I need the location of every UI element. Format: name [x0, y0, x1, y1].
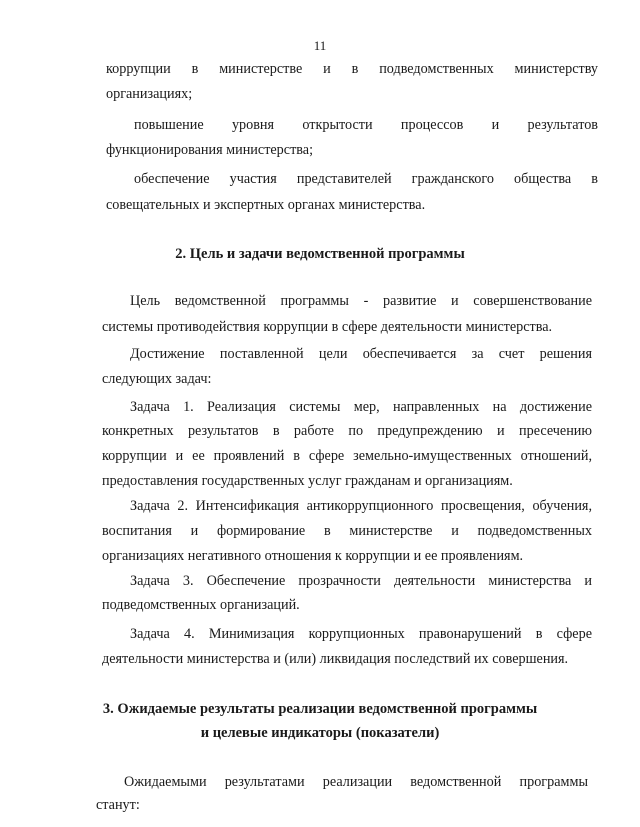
intro-line-2: организациях; — [106, 86, 193, 102]
section-2-line-12: Задача 3. Обеспечение прозрачности деятельности министерства и — [130, 573, 592, 589]
section-2-line-1: Цель ведомственной программы - развитие и совершенствование — [130, 293, 592, 309]
section-3-heading-line-2: и целевые индикаторы (показатели) — [200, 725, 440, 741]
section-2-line-8: предоставления государственных услуг гражданам и организациям. — [102, 473, 513, 489]
section-2-line-5: Задача 1. Реализация системы мер, направленных на достижение — [130, 399, 592, 415]
section-3-line-2: станут: — [96, 797, 140, 813]
section-2-line-7: коррупции и ее проявлений в сфере земельно-имущественных отношений, — [102, 448, 592, 464]
section-2-line-2: системы противодействия коррупции в сфере деятельности министерства. — [102, 319, 553, 335]
section-2-line-4: следующих задач: — [102, 371, 212, 387]
page-number: 11 — [313, 38, 327, 53]
intro-line-6: совещательных и экспертных органах министерства. — [106, 197, 426, 213]
section-2-line-9: Задача 2. Интенсификация антикоррупционного просвещения, обучения, — [130, 498, 592, 514]
section-2-line-6: конкретных результатов в работе по предупреждению и пресечению — [102, 423, 592, 439]
section-2-line-15: деятельности министерства и (или) ликвидация последствий их совершения. — [102, 651, 569, 667]
intro-line-1: коррупции в министерстве и в подведомственных министерству — [106, 61, 598, 77]
section-2-line-13: подведомственных организаций. — [102, 597, 300, 613]
section-2-line-3: Достижение поставленной цели обеспечивается за счет решения — [130, 346, 592, 362]
intro-line-3: повышение уровня открытости процессов и результатов — [134, 117, 598, 133]
section-2-line-11: организациях негативного отношения к коррупции и ее проявлениям. — [102, 548, 524, 564]
section-2-heading: 2. Цель и задачи ведомственной программы — [175, 246, 465, 262]
section-3-heading-line-1: 3. Ожидаемые результаты реализации ведомственной программы — [102, 701, 538, 717]
section-2-line-10: воспитания и формирование в министерстве и подведомственных — [102, 523, 592, 539]
section-2-line-14: Задача 4. Минимизация коррупционных правонарушений в сфере — [130, 626, 592, 642]
section-3-line-1: Ожидаемыми результатами реализации ведомственной программы — [124, 774, 588, 790]
intro-line-4: функционирования министерства; — [106, 142, 314, 158]
intro-line-5: обеспечение участия представителей гражданского общества в — [134, 171, 598, 187]
